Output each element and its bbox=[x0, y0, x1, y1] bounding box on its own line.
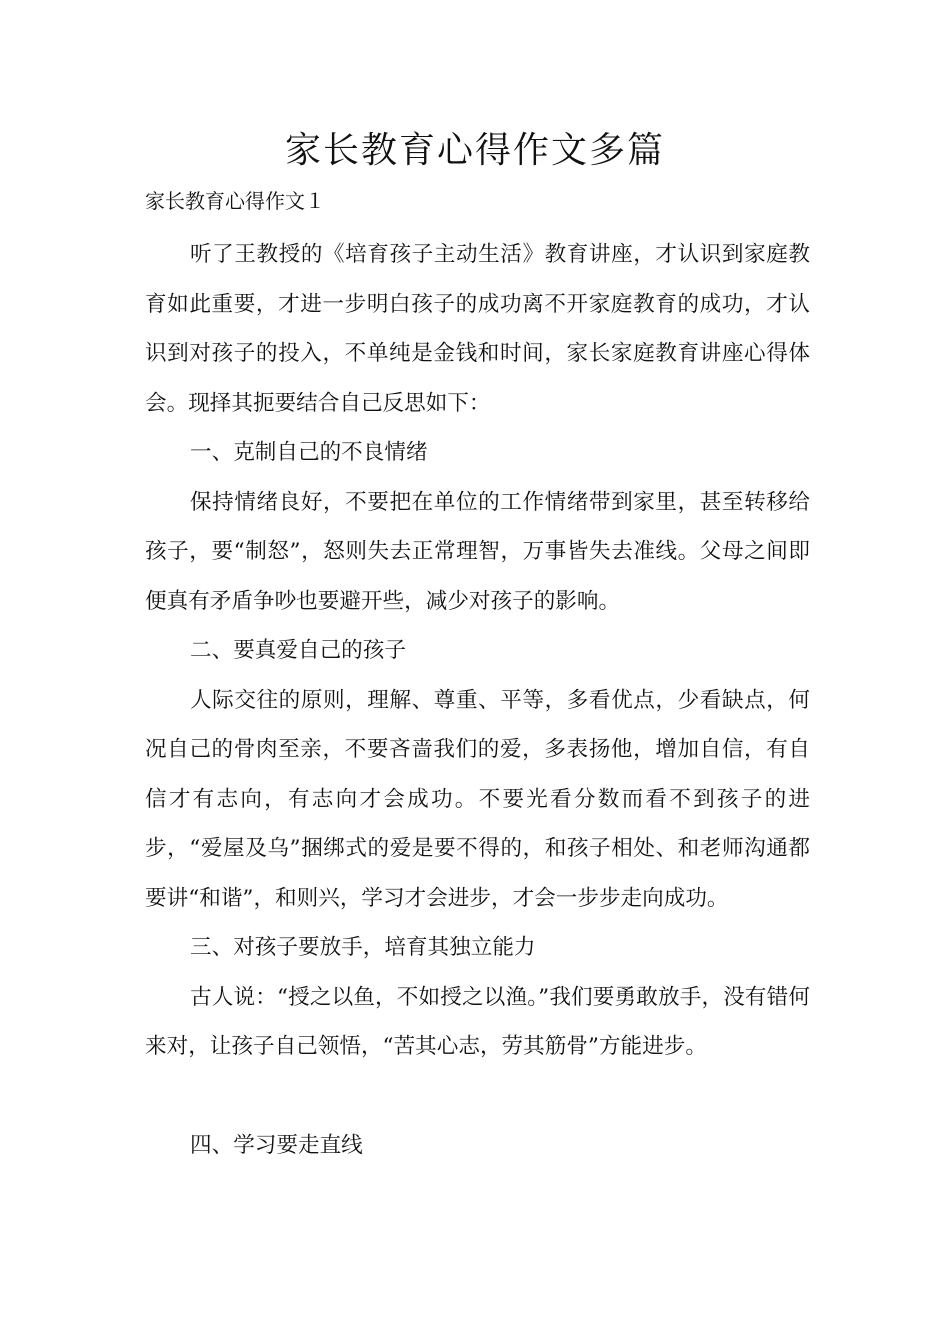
document-title: 家长教育心得作文多篇 bbox=[284, 130, 665, 171]
paragraph-section-1: 保持情绪良好，不要把在单位的工作情绪带到家里，甚至转移给孩子，要“制怒”，怒则失去正常理智，万事皆失去准线。父母之间即便真有矛盾争吵也要避开些，减少对孩子的影响。 bbox=[145, 489, 810, 614]
document-body bbox=[145, 230, 810, 1171]
section-heading-1: 一、克制自己的不良情绪 bbox=[190, 440, 428, 465]
paragraph-intro: 听了王教授的《培育孩子主动生活》教育讲座，才认识到家庭教育如此重要，才进一步明白孩子的成功离不开家庭教育的成功，才认识到对孩子的投入，不单纯是金钱和时间，家长家庭教育讲座心得体会。现择其扼要结合自己反思如下： bbox=[145, 242, 810, 416]
document-subtitle: 家长教育心得作文１ bbox=[145, 189, 325, 213]
paragraph-section-3: 古人说：“授之以鱼，不如授之以渔。”我们要勇敢放手，没有错何来对，让孩子自己领悟，“苦其心志，劳其筋骨”方能进步。 bbox=[145, 984, 810, 1059]
blank-line bbox=[145, 1072, 810, 1122]
paragraph-section-2: 人际交往的原则，理解、尊重、平等，多看优点，少看缺点，何况自己的骨肉至亲，不要吝啬我们的爱，多表扬他，增加自信，有自信才有志向，有志向才会成功。不要光看分数而看不到孩子的进步，“爱屋及乌”捆绑式的爱是要不得的，和孩子相处、和老师沟通都要讲“和谐”，和则兴，学习才会进步，才会一步步走向成功。 bbox=[145, 687, 810, 911]
section-heading-2: 二、要真爱自己的孩子 bbox=[190, 638, 406, 663]
section-heading-3: 三、对孩子要放手，培育其独立能力 bbox=[190, 935, 536, 960]
section-heading-4: 四、学习要走直线 bbox=[190, 1133, 363, 1158]
